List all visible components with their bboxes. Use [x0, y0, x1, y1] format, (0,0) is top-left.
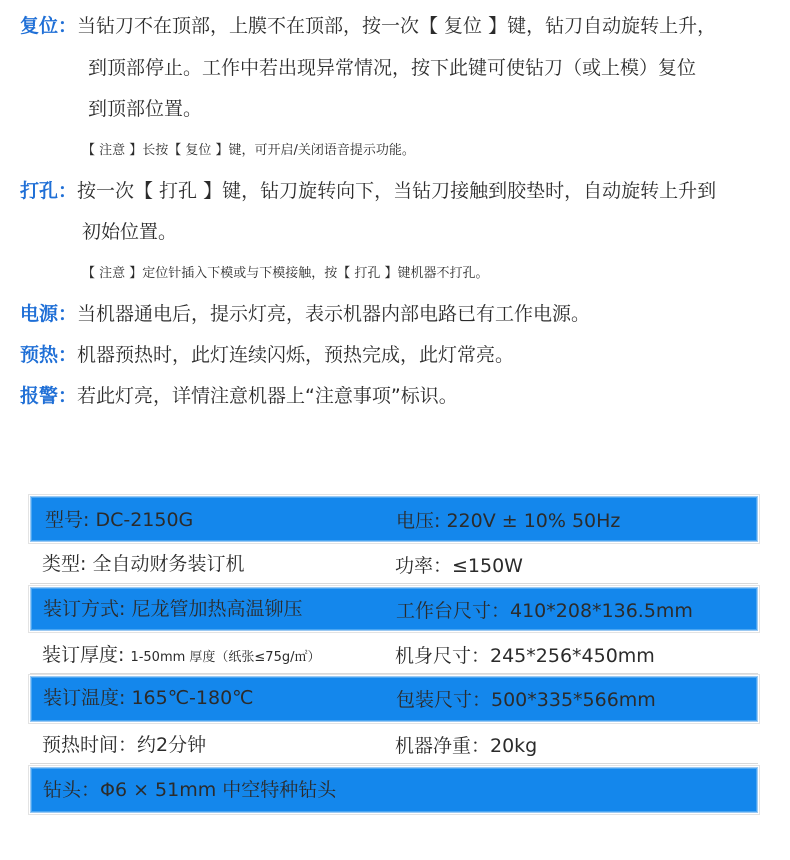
preheat-term: 预热： [20, 344, 78, 366]
spec-net-weight: 机器净重：20kg [395, 735, 538, 757]
power-term: 电源： [20, 303, 78, 325]
spec-type: 类型: 全自动财务装订机 [42, 553, 245, 575]
spec-row-model [30, 496, 758, 542]
spec-thickness-label: 装订厚度: [42, 644, 131, 666]
spec-package-size: 包装尺寸：500*335*566mm [396, 689, 656, 711]
spec-row-drill [30, 767, 758, 813]
preheat-line [20, 343, 514, 367]
spec-body-size: 机身尺寸：245*256*450mm [395, 645, 655, 667]
reset-text-1: 当钻刀不在顶部，上膜不在顶部，按一次【 复位 】键，钻刀自动旋转上升， [77, 15, 717, 37]
power-line [20, 302, 590, 326]
punch-term: 打孔： [20, 180, 78, 202]
spec-model: 型号: DC-2150G [45, 509, 194, 531]
spec-preheat-time: 预热时间：约2分钟 [42, 734, 207, 756]
spec-binding-temp: 装订温度: 165℃-180℃ [43, 687, 254, 709]
spec-table-size: 工作台尺寸：410*208*136.5mm [396, 600, 693, 622]
spec-binding-method: 装订方式: 尼龙管加热高温铆压 [43, 598, 303, 620]
alarm-text: 若此灯亮，详情注意机器上“注意事项”标识。 [77, 385, 458, 407]
spec-voltage: 电压: 220V ± 10% 50Hz [396, 510, 621, 532]
punch-line-1 [20, 179, 716, 203]
spec-thickness [42, 643, 320, 670]
spec-thickness-value: 1-50mm 厚度（纸张≤75g/㎡） [130, 650, 321, 665]
reset-line-3: 到顶部位置。 [88, 98, 203, 120]
reset-note: 【 注意 】长按【 复位 】键，可开启/关闭语音提示功能。 [82, 143, 415, 158]
spec-row-type [30, 544, 758, 584]
alarm-line [20, 384, 458, 408]
spec-drill: 钻头：Φ6 × 51mm 中空特种钻头 [43, 779, 337, 801]
reset-line-2: 到顶部停止。工作中若出现异常情况，按下此键可使钻刀（或上模）复位 [88, 57, 697, 79]
punch-note: 【 注意 】定位针插入下模或与下模接触，按【 打孔 】键机器不打孔。 [82, 266, 489, 281]
reset-line-1 [20, 14, 716, 38]
spec-row-preheat-time [30, 724, 758, 764]
preheat-text: 机器预热时，此灯连续闪烁，预热完成，此灯常亮。 [77, 344, 515, 366]
spec-row-binding-temp [30, 676, 758, 722]
power-text: 当机器通电后，提示灯亮，表示机器内部电路已有工作电源。 [77, 303, 591, 325]
punch-line-2: 初始位置。 [82, 221, 178, 243]
punch-text-1: 按一次【 打孔 】键，钻刀旋转向下，当钻刀接触到胶垫时，自动旋转上升到 [77, 180, 717, 202]
reset-term: 复位： [20, 15, 78, 37]
alarm-term: 报警： [20, 385, 78, 407]
spec-power: 功率：≤150W [395, 555, 523, 577]
spec-row-binding-method [30, 587, 758, 631]
spec-row-thickness [30, 634, 758, 674]
